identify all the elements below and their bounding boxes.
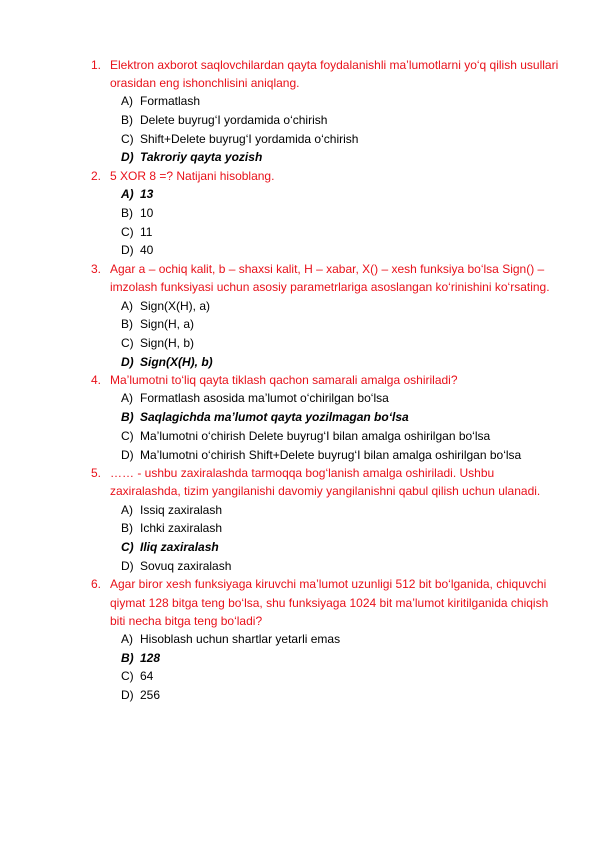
option-text: Formatlash — [140, 94, 201, 109]
option-letter: B) — [121, 410, 134, 425]
option-text: Formatlash asosida ma’lumot o‘chirilgan bo‘lsa — [140, 391, 389, 406]
option-letter: B) — [121, 113, 133, 128]
option-d — [0, 353, 596, 372]
question-text: Elektron axborot saqlovchilardan qayta foydalanishli ma’lumotlarni yo‘q qilish usullari orasidan eng ishonchlisini aniqlang. — [110, 58, 562, 91]
option-letter: A) — [121, 502, 133, 517]
option-d — [0, 686, 596, 705]
option-a — [0, 501, 596, 520]
option-a — [0, 630, 596, 649]
option-d — [0, 446, 596, 465]
option-b — [0, 408, 596, 427]
question-4 — [0, 371, 596, 464]
option-letter: D) — [121, 243, 134, 258]
question-text: Agar biror xesh funksiyaga kiruvchi ma’lumot uzunligi 512 bit bo‘lganida, chiquvchi qiymat 128 bitga teng bo‘lsa, shu funksiyaga 1024 bit ma’lumot kiritilganida chiqish biti necha bitga teng bo‘ladi? — [110, 577, 552, 628]
option-letter: A) — [121, 631, 133, 646]
option-text: Sign(X(H), b) — [140, 354, 213, 369]
option-text: Sign(H, b) — [140, 335, 195, 350]
option-text: Shift+Delete buyrug‘I yordamida o‘chirish — [140, 131, 359, 146]
option-letter: C) — [121, 428, 134, 443]
option-text: 128 — [140, 650, 161, 665]
question-number: 2. — [91, 169, 102, 184]
option-text: 64 — [140, 669, 154, 684]
option-letter: C) — [121, 540, 134, 554]
question-2 — [0, 167, 596, 260]
option-letter: C) — [121, 335, 134, 350]
document-page — [0, 56, 596, 705]
option-text: Sign(H, a) — [140, 317, 195, 332]
option-text: 11 — [140, 224, 153, 239]
option-letter: B) — [121, 521, 133, 536]
option-letter: D) — [121, 688, 134, 703]
option-text: 40 — [140, 243, 154, 258]
option-letter: D) — [121, 354, 134, 369]
option-b — [0, 111, 596, 130]
option-d — [0, 148, 596, 167]
option-text: Takroriy qayta yozish — [140, 150, 263, 165]
question-number: 1. — [91, 58, 102, 72]
question-number: 6. — [91, 577, 102, 592]
option-b — [0, 204, 596, 223]
option-letter: B) — [121, 650, 134, 665]
option-text: 256 — [140, 688, 161, 703]
question-text: Agar a – ochiq kalit, b – shaxsi kalit, H – xabar, X() – xesh funksiya bo‘lsa Sign() – imzolash funksiyasi uchun asosiy parametrlariga asoslangan ko‘rinishini ko‘rsating. — [110, 262, 550, 295]
question-6 — [0, 575, 596, 704]
question-1 — [0, 56, 596, 167]
question-text: …… - ushbu zaxiralashda tarmoqqa bog‘lanish amalga oshiriladi. Ushbu zaxiralashda, tizim yangilanishi davomiy yangilanishni qabul qilish uchun ulanadi. — [110, 466, 541, 499]
option-letter: C) — [121, 669, 134, 684]
option-c — [0, 427, 596, 446]
option-text: Hisoblash uchun shartlar yetarli emas — [140, 631, 341, 646]
option-letter: D) — [121, 558, 134, 573]
question-5 — [0, 464, 596, 575]
question-number: 3. — [91, 262, 102, 277]
option-c — [0, 667, 596, 686]
option-b — [0, 315, 596, 334]
option-letter: A) — [121, 391, 133, 406]
option-b — [0, 649, 596, 668]
option-text: Sign(X(H), a) — [140, 298, 211, 313]
option-a — [0, 297, 596, 316]
question-text: 5 XOR 8 =? Natijani hisoblang. — [110, 169, 275, 184]
option-a — [0, 389, 596, 408]
option-c — [0, 223, 596, 242]
option-text: 10 — [140, 206, 154, 221]
option-letter: A) — [121, 94, 133, 109]
option-text: Delete buyrug‘I yordamida o‘chirish — [140, 113, 328, 128]
option-text: Iliq zaxiralash — [140, 540, 219, 554]
option-text: Ma’lumotni o‘chirish Shift+Delete buyrug‘I bilan amalga oshirilgan bo‘lsa — [140, 447, 522, 462]
option-text: Ichki zaxiralash — [140, 521, 223, 536]
option-text: Sovuq zaxiralash — [140, 558, 232, 573]
question-number: 5. — [91, 466, 102, 481]
option-letter: D) — [121, 447, 134, 462]
option-d — [0, 241, 596, 260]
option-a — [0, 92, 596, 111]
option-a — [0, 185, 596, 204]
option-b — [0, 519, 596, 538]
option-letter: B) — [121, 206, 133, 221]
option-c — [0, 538, 596, 557]
option-letter: A) — [121, 298, 133, 313]
option-text: Issiq zaxiralash — [140, 502, 223, 517]
option-d — [0, 557, 596, 576]
question-number: 4. — [91, 373, 102, 388]
option-text: Ma’lumotni o‘chirish Delete buyrug‘I bilan amalga oshirilgan bo‘lsa — [140, 428, 491, 443]
option-letter: D) — [121, 150, 134, 165]
option-letter: C) — [121, 224, 134, 239]
option-text: 13 — [140, 187, 154, 202]
option-letter: A) — [121, 187, 134, 202]
question-3 — [0, 260, 596, 371]
option-c — [0, 334, 596, 353]
option-letter: C) — [121, 131, 134, 146]
option-text: Saqlagichda ma’lumot qayta yozilmagan bo‘lsa — [140, 410, 409, 425]
option-letter: B) — [121, 317, 133, 332]
option-c — [0, 130, 596, 149]
question-text: Ma’lumotni to‘liq qayta tiklash qachon samarali amalga oshiriladi? — [110, 373, 458, 388]
